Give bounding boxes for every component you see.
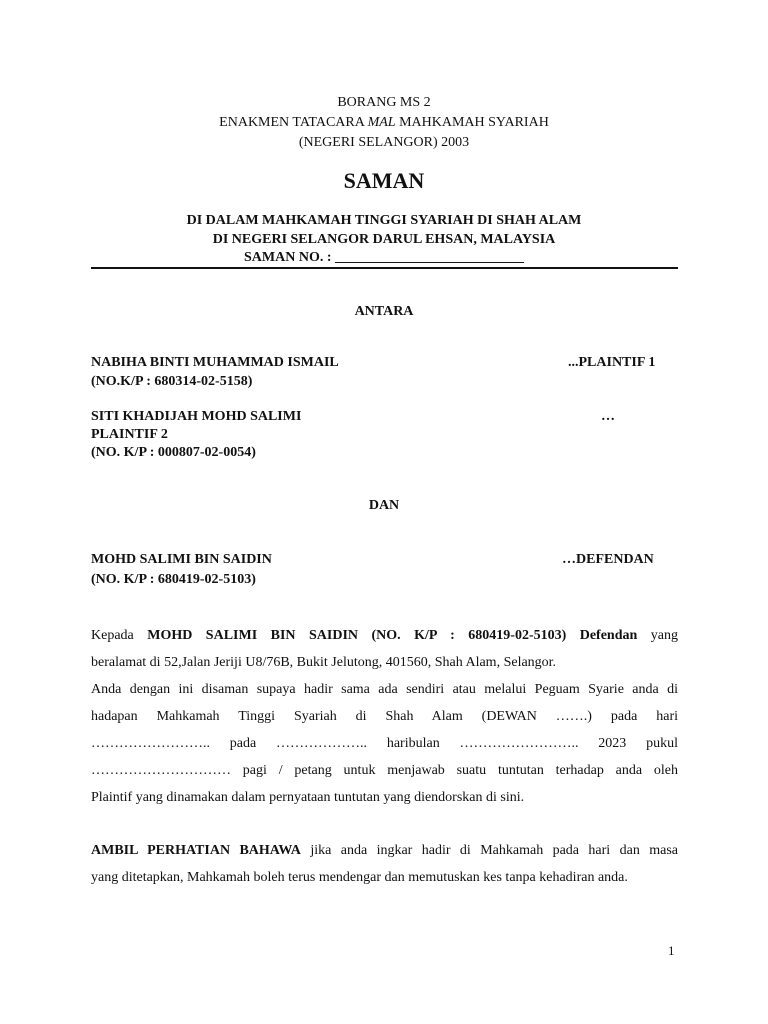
plaintiff-2-name: SITI KHADIJAH MOHD SALIMI [91, 409, 302, 424]
summons-line-5: Plaintif yang dinamakan dalam pernyataan tuntutan yang diendorskan di sini. [91, 790, 525, 805]
court-line-1: DI DALAM MAHKAMAH TINGGI SYARIAH DI SHAH ALAM [186, 213, 582, 228]
enactment-pre: ENAKMEN TATACARA [219, 115, 368, 130]
enactment-post: MAHKAMAH SYARIAH [395, 115, 549, 130]
form-name: BORANG MS 2 [337, 95, 431, 110]
court-line-2: DI NEGERI SELANGOR DARUL EHSAN, MALAYSIA [212, 232, 556, 247]
page-number: 1 [668, 943, 675, 958]
addressee-bold: MOHD SALIMI BIN SAIDIN (NO. K/P : 680419-02-5103) Defendan [147, 628, 638, 643]
notice-line-1-text: jika anda ingkar hadir di Mahkamah pada hari dan masa [300, 843, 678, 858]
plaintiff-1-ic: (NO.K/P : 680314-02-5158) [91, 374, 253, 389]
paragraph-addressee [91, 622, 678, 676]
summons-line-4: ………………………… pagi / petang untuk menjawab suatu tuntutan terhadap anda oleh [91, 763, 678, 778]
defendant-ic: (NO. K/P : 680419-02-5103) [91, 572, 256, 587]
defendant-name: MOHD SALIMI BIN SAIDIN [91, 552, 272, 567]
addressee-line-2: beralamat di 52,Jalan Jeriji U8/76B, Bukit Jelutong, 401560, Shah Alam, Selangor. [91, 655, 557, 670]
plaintiff-1-name: NABIHA BINTI MUHAMMAD ISMAIL [91, 355, 339, 370]
enactment-line [0, 113, 768, 133]
addressee-post: yang [637, 628, 678, 643]
addressee-pre: Kepada [91, 628, 148, 643]
document-title: SAMAN [343, 168, 425, 193]
plaintiff-2-role: PLAINTIF 2 [91, 427, 168, 442]
plaintiff-2-ic: (NO. K/P : 000807-02-0054) [91, 445, 256, 460]
plaintiff-2-role-prefix: … [601, 409, 615, 424]
between-label: ANTARA [354, 304, 414, 319]
plaintiff-1-role: ...PLAINTIF 1 [568, 355, 656, 370]
paragraph-summons [91, 676, 678, 811]
notice-bold: AMBIL PERHATIAN BAHAWA [91, 843, 301, 858]
enactment-italic: MAL [367, 115, 396, 130]
state-year: (NEGERI SELANGOR) 2003 [298, 135, 470, 150]
case-number: SAMAN NO. : ___________________________ [244, 250, 524, 265]
defendant-role: …DEFENDAN [562, 552, 654, 567]
summons-line-3: …………………….. pada ……………….. haribulan …………………….. 2023 pukul [91, 736, 678, 751]
paragraph-notice [91, 837, 678, 891]
summons-line-1: Anda dengan ini disaman supaya hadir sama ada sendiri atau melalui Peguam Syarie anda di [91, 682, 678, 697]
addressee-line-1 [91, 622, 678, 649]
notice-line-2: yang ditetapkan, Mahkamah boleh terus mendengar dan memutuskan kes tanpa kehadiran anda. [91, 870, 628, 885]
and-label: DAN [368, 498, 400, 513]
notice-line-1 [91, 837, 678, 864]
summons-line-2: hadapan Mahkamah Tinggi Syariah di Shah Alam (DEWAN …….) pada hari [91, 709, 678, 724]
header-divider [91, 267, 678, 269]
